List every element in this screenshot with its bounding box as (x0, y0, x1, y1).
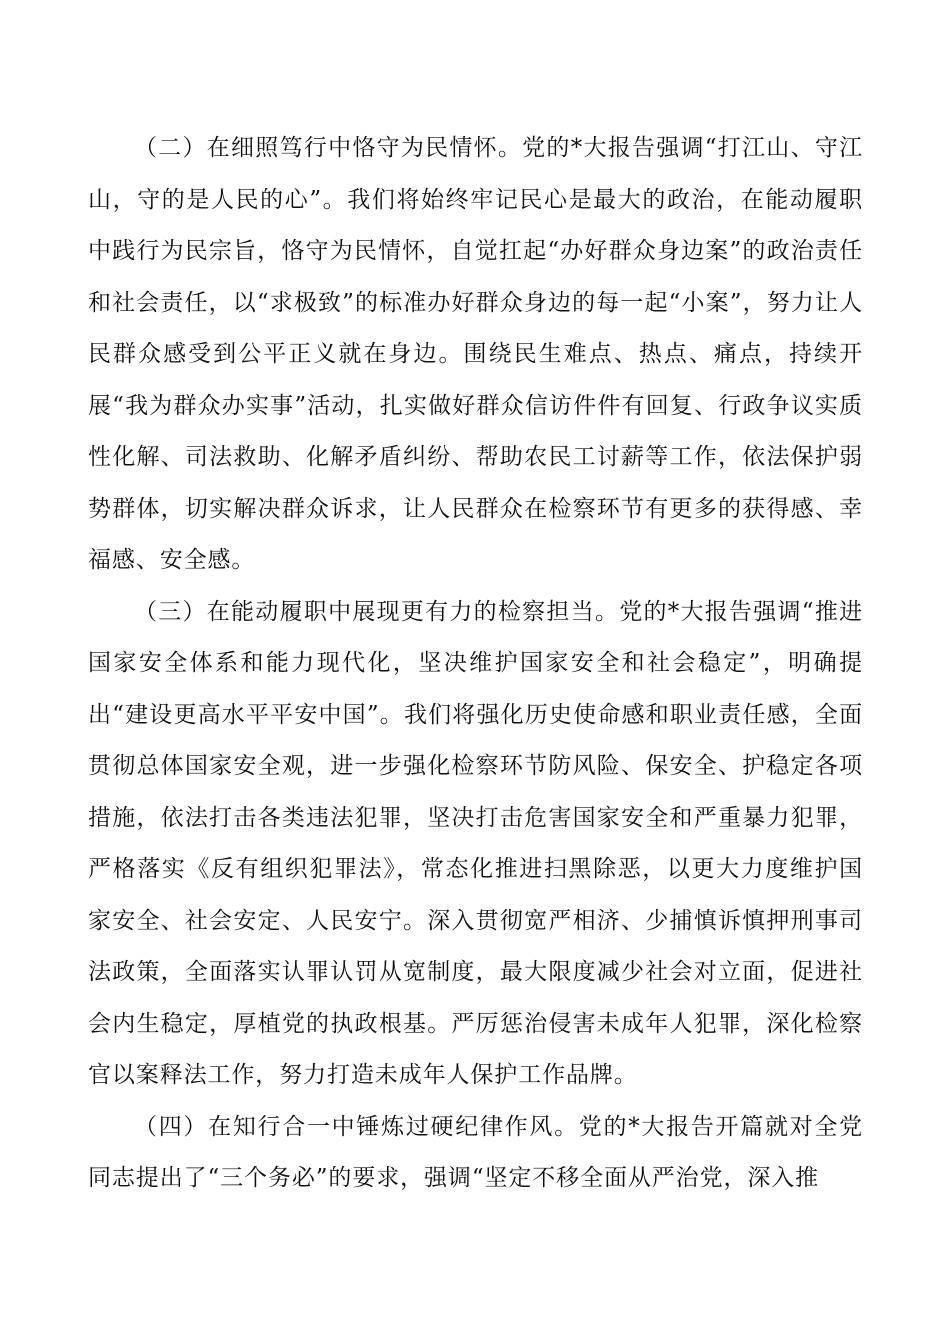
document-body (88, 123, 863, 1205)
paragraph-4: （四）在知行合一中锤炼过硬纪律作风。党的*大报告开篇就对全党同志提出了“三个务必”的要求，强调“坚定不移全面从严治党，深入推 (88, 1113, 863, 1191)
paragraph-2: （二）在细照笃行中恪守为民情怀。党的*大报告强调“打江山、守江山，守的是人民的心”。我们将始终牢记民心是最大的政治，在能动履职中践行为民宗旨，恪守为民情怀，自觉扛起“办好群众身边案”的政治责任和社会责任，以“求极致”的标准办好群众身边的每一起“小案”，努力让人民群众感受到公平正义就在身边。围绕民生难点、热点、痛点，持续开展“我为群众办实事”活动，扎实做好群众信访件件有回复、行政争议实质性化解、司法救助、化解矛盾纠纷、帮助农民工讨薪等工作，依法保护弱势群体，切实解决群众诉求，让人民群众在检察环节有更多的获得感、幸福感、安全感。 (88, 135, 863, 573)
paragraph-3: （三）在能动履职中展现更有力的检察担当。党的*大报告强调“推进国家安全体系和能力现代化，坚决维护国家安全和社会稳定”，明确提出“建设更高水平平安中国”。我们将强化历史使命感和职业责任感，全面贯彻总体国家安全观，进一步强化检察环节防风险、保安全、护稳定各项措施，依法打击各类违法犯罪，坚决打击危害国家安全和严重暴力犯罪，严格落实《反有组织犯罪法》，常态化推进扫黑除恶，以更大力度维护国家安全、社会安定、人民安宁。深入贯彻宽严相济、少捕慎诉慎押刑事司法政策，全面落实认罪认罚从宽制度，最大限度减少社会对立面，促进社会内生稳定，厚植党的执政根基。严厉惩治侵害未成年人犯罪，深化检察官以案释法工作，努力打造未成年人保护工作品牌。 (88, 598, 863, 1088)
